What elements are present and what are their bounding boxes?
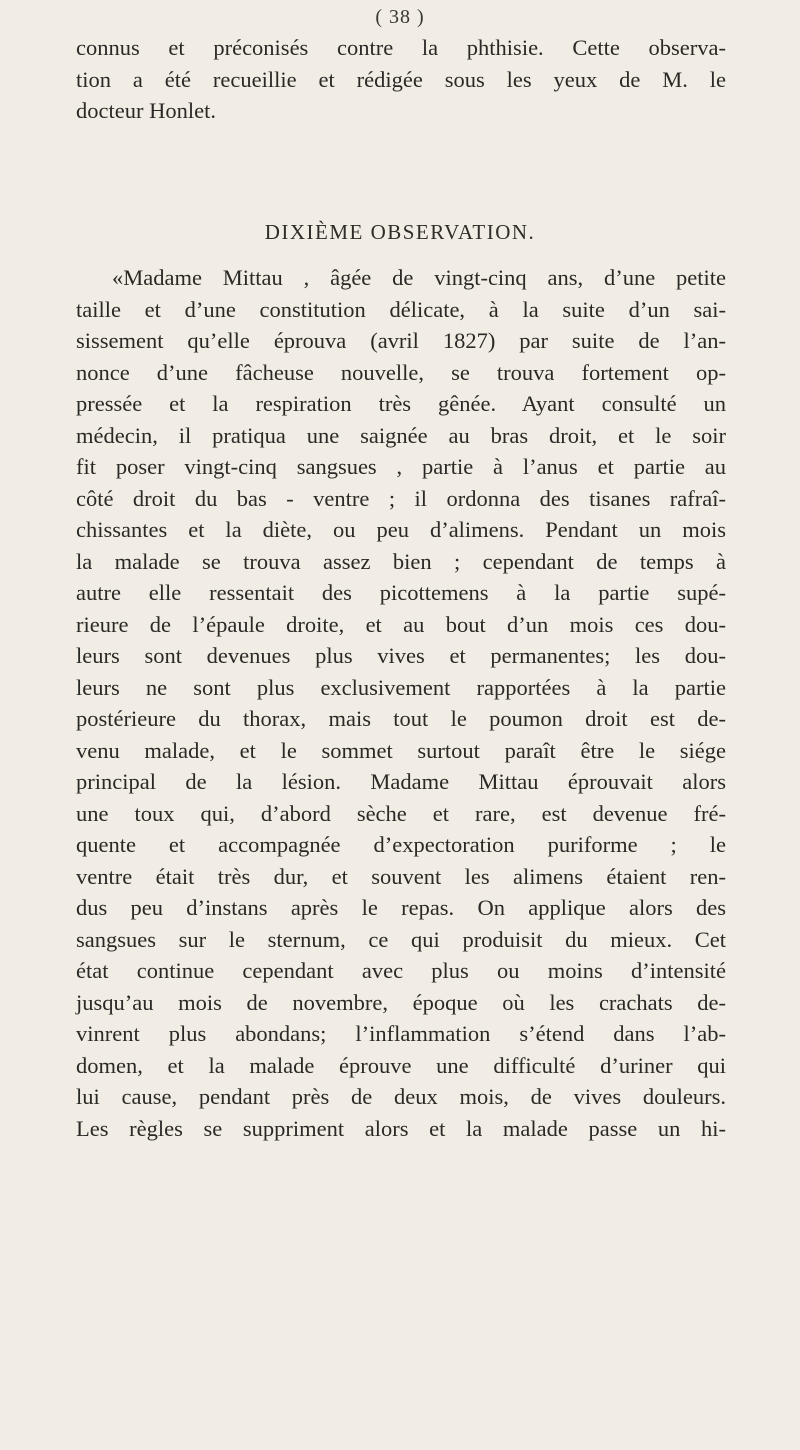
text-line: une toux qui, d’abord sèche et rare, est devenue fré-: [76, 800, 726, 826]
text-line: leurs ne sont plus exclusivement rapportées à la partie: [76, 674, 726, 700]
text-line: principal de la lésion. Madame Mittau éprouvait alors: [76, 769, 726, 794]
text-line: docteur Honlet.: [76, 98, 216, 123]
text-line: tion a été recueillie et rédigée sous les yeux de M. le: [76, 66, 726, 92]
text-line: lui cause, pendant près de deux mois, de vives douleurs.: [76, 1084, 726, 1109]
text-line: Les règles se suppriment alors et la malade passe un hi-: [76, 1115, 726, 1141]
intro-paragraph: [76, 32, 726, 127]
text-line: sangsues sur le sternum, ce qui produisit du mieux. Cet: [76, 926, 726, 952]
text-line: domen, et la malade éprouve une difficulté d’uriner qui: [76, 1052, 726, 1078]
text-line: ventre était très dur, et souvent les alimens étaient ren-: [76, 863, 726, 889]
text-line: état continue cependant avec plus ou moins d’intensité: [76, 958, 726, 983]
text-line: dus peu d’instans après le repas. On applique alors des: [76, 895, 726, 920]
text-line: vinrent plus abondans; l’inflammation s’étend dans l’ab-: [76, 1021, 726, 1046]
text-line: taille et d’une constitution délicate, à la suite d’un sai-: [76, 296, 726, 322]
section-heading: DIXIÈME OBSERVATION.: [264, 220, 536, 244]
text-line: connus et préconisés contre la phthisie. Cette observa-: [76, 35, 726, 60]
page-number: ( 38 ): [375, 6, 425, 28]
text-line: venu malade, et le sommet surtout paraît être le siége: [76, 737, 726, 763]
text-line: «Madame Mittau , âgée de vingt-cinq ans, d’une petite: [112, 265, 726, 290]
text-line: côté droit du bas - ventre ; il ordonna des tisanes rafraî-: [76, 485, 726, 511]
text-line: leurs sont devenues plus vives et permanentes; les dou-: [76, 643, 726, 668]
text-line: rieure de l’épaule droite, et au bout d’un mois ces dou-: [76, 611, 726, 637]
text-line: médecin, il pratiqua une saignée au bras droit, et le soir: [76, 422, 726, 448]
text-line: pressée et la respiration très gênée. Ayant consulté un: [76, 391, 726, 416]
text-line: la malade se trouva assez bien ; cependant de temps à: [76, 548, 726, 574]
text-line: quente et accompagnée d’expectoration puriforme ; le: [76, 832, 726, 857]
text-line: postérieure du thorax, mais tout le poumon droit est de-: [76, 706, 726, 731]
observation-paragraph: [76, 262, 726, 1144]
text-line: autre elle ressentait des picottemens à la partie supé-: [76, 580, 726, 605]
text-line: fit poser vingt-cinq sangsues , partie à l’anus et partie au: [76, 454, 726, 479]
text-line: nonce d’une fâcheuse nouvelle, se trouva fortement op-: [76, 359, 726, 385]
text-line: chissantes et la diète, ou peu d’alimens. Pendant un mois: [76, 517, 726, 542]
text-line: jusqu’au mois de novembre, époque où les crachats de-: [76, 989, 726, 1015]
text-line: sissement qu’elle éprouva (avril 1827) par suite de l’an-: [76, 328, 726, 353]
